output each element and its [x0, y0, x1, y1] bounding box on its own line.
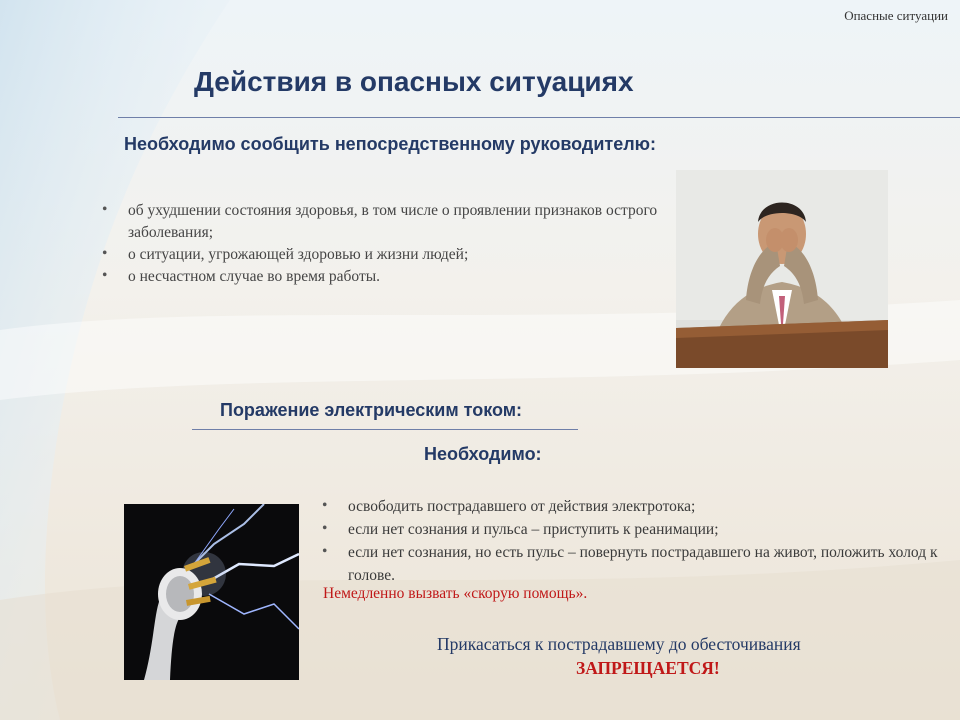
touch-warning: Прикасаться к пострадавшему до обесточивания [437, 634, 801, 654]
title-divider [118, 117, 960, 118]
electric-shock-steps [320, 495, 940, 587]
list-item: • о несчастном случае во время работы. [100, 266, 660, 288]
electric-plug-photo [124, 504, 299, 680]
heading-underline [192, 429, 578, 430]
list-item: • об ухудшении состояния здоровья, в том числе о проявлении признаков острого заболевания; [100, 200, 660, 244]
slide-title: Действия в опасных ситуациях [194, 66, 634, 97]
list-item: • если нет сознания, но есть пульс – повернуть пострадавшего на живот, положить холод к голове. [320, 541, 940, 587]
call-ambulance-note: Немедленно вызвать «скорую помощь». [323, 585, 588, 602]
distressed-man-photo [676, 170, 888, 368]
necessary-heading: Необходимо: [424, 444, 542, 464]
list-item: • освободить пострадавшего от действия электротока; [320, 495, 940, 518]
list-item: • о ситуации, угрожающей здоровью и жизни людей; [100, 244, 660, 266]
report-list [100, 200, 660, 288]
report-heading: Необходимо сообщить непосредственному руководителю: [124, 134, 657, 154]
list-item: • если нет сознания и пульса – приступить к реанимации; [320, 518, 940, 541]
section-label: Опасные ситуации [844, 8, 948, 23]
forbidden-label: ЗАПРЕЩАЕТСЯ! [576, 658, 720, 678]
electric-shock-heading: Поражение электрическим током: [220, 400, 523, 420]
